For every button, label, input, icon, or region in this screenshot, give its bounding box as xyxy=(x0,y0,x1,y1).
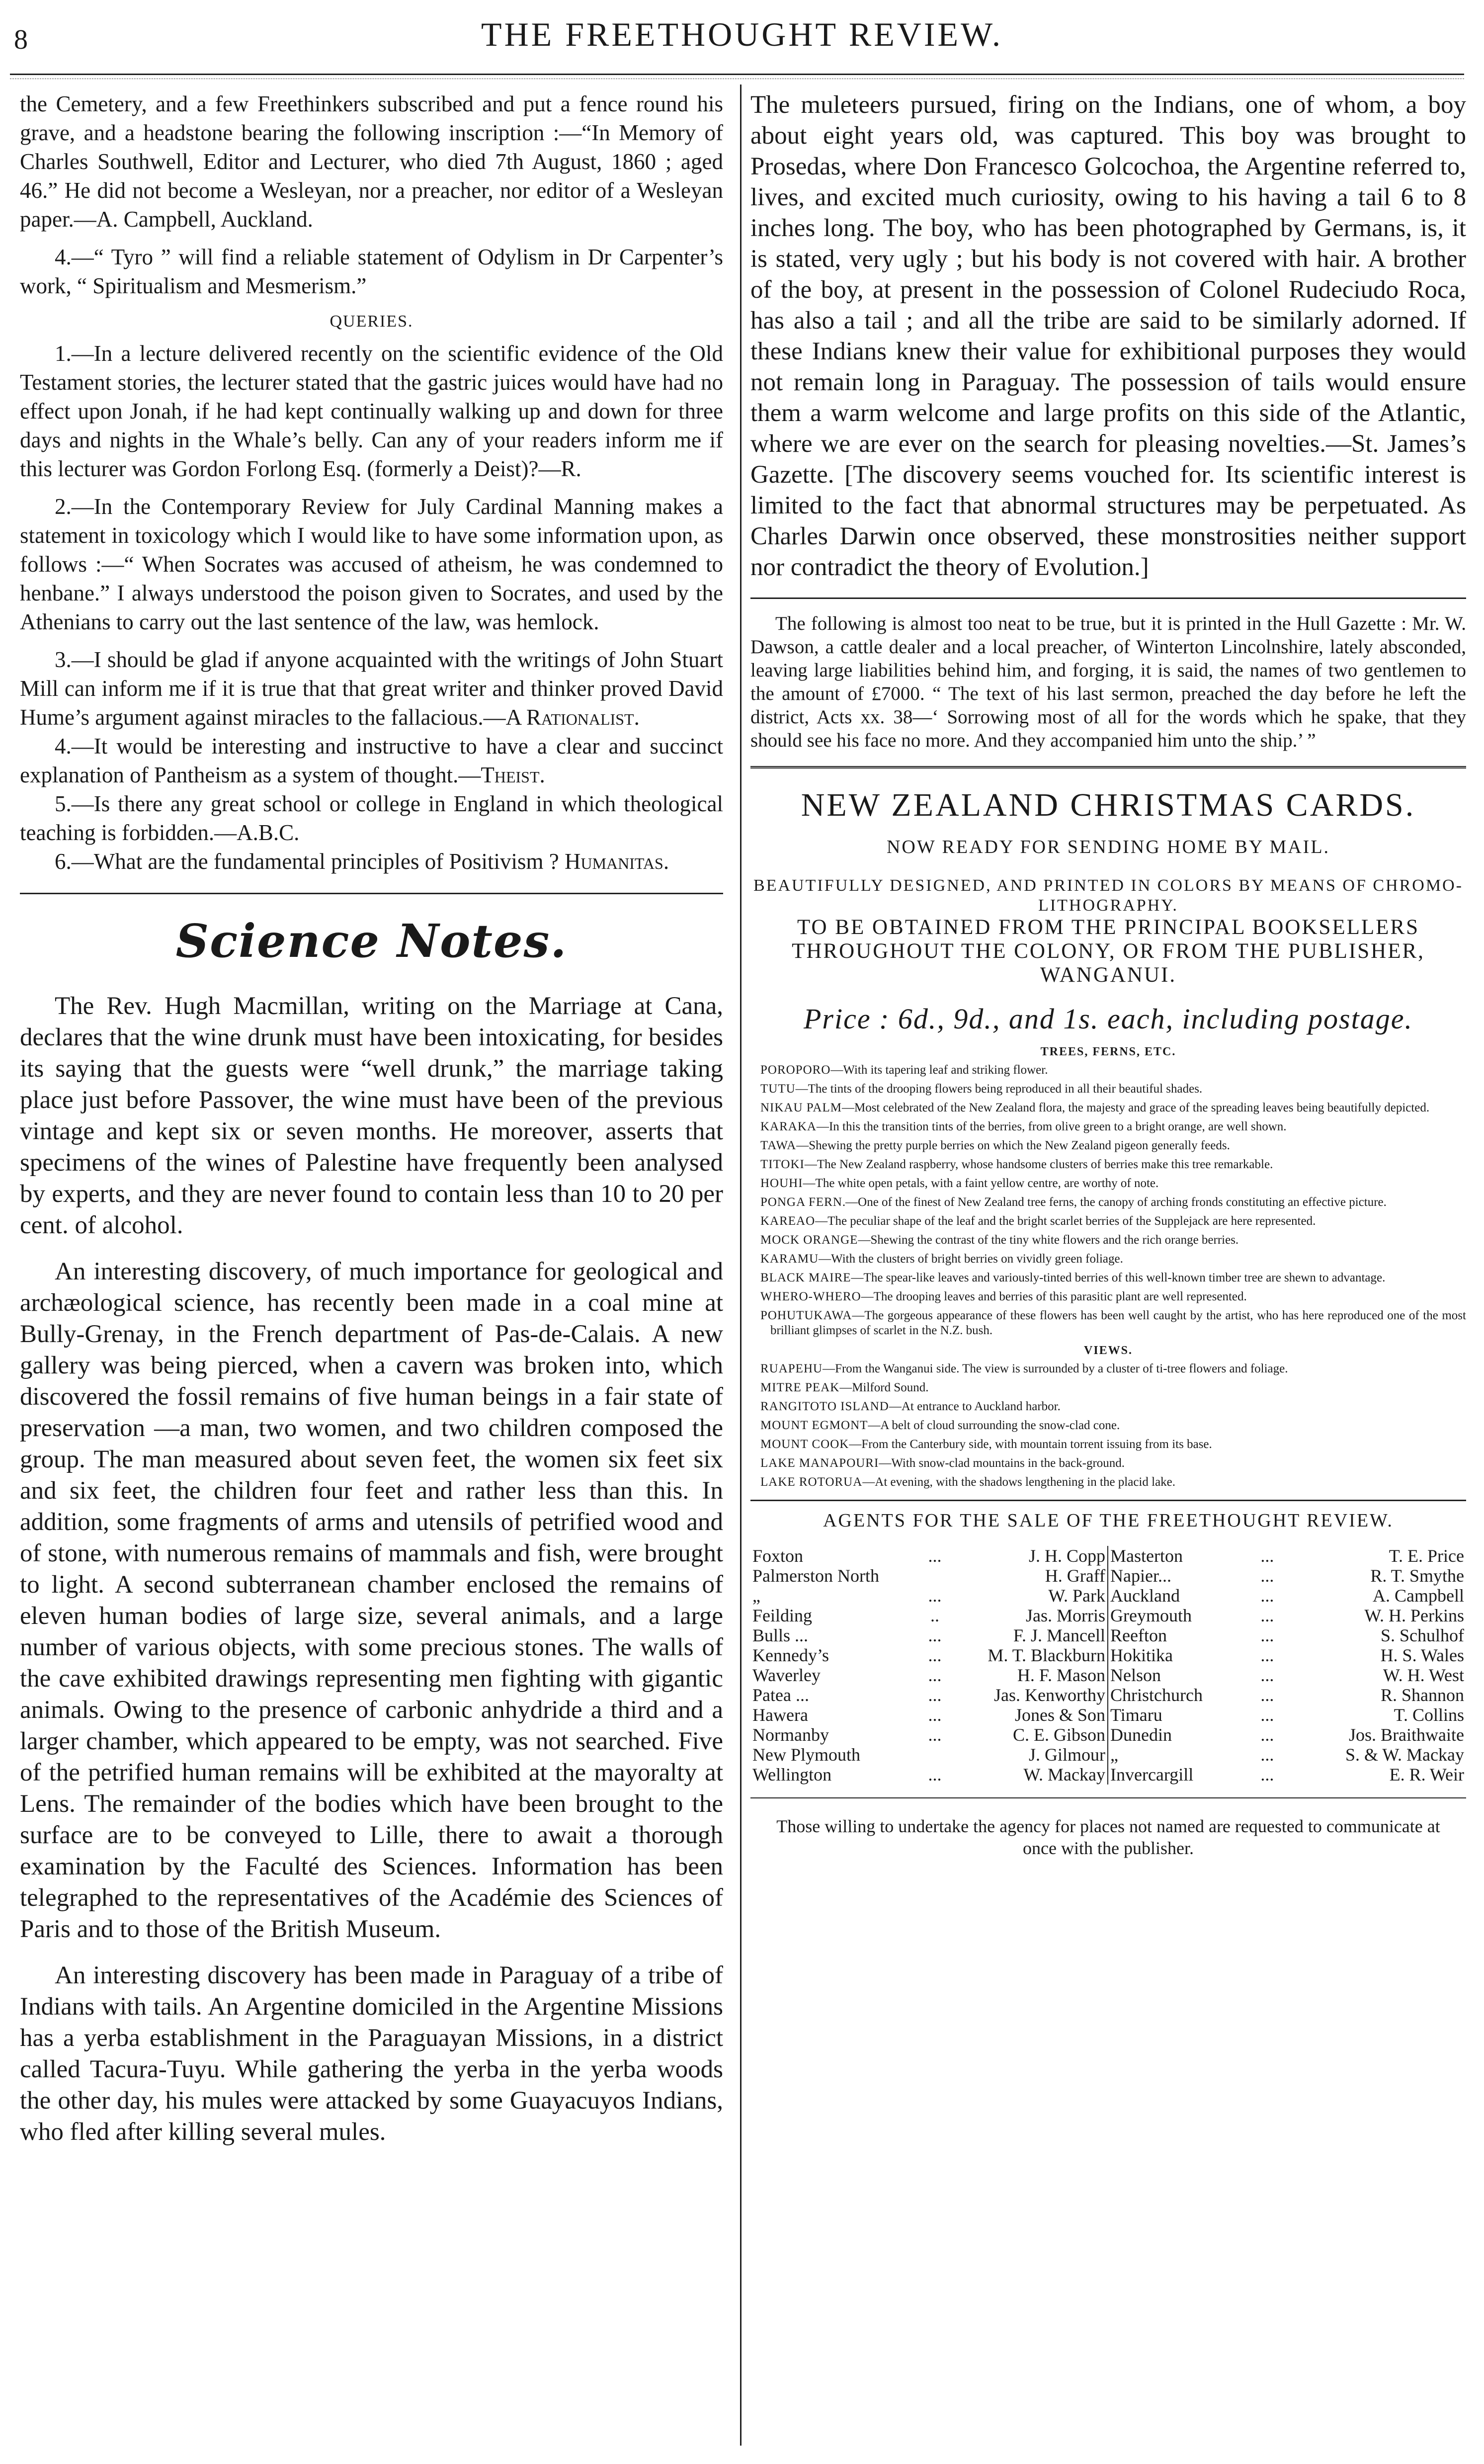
card-description: —The New Zealand raspberry, whose handsome clusters of berries make this tree remarkable. xyxy=(804,1158,1273,1171)
card-description: —With snow-clad mountains in the back-ground. xyxy=(879,1456,1125,1470)
agent-name: R. T. Smythe xyxy=(1370,1566,1464,1586)
card-description: —The spear-like leaves and variously-tinted berries of this well-known timber tree are shewn to advantage. xyxy=(851,1271,1386,1284)
agent-place: Masterton xyxy=(1110,1546,1183,1566)
query-item: 3.—I should be glad if anyone acquainted with the writings of John Stuart Mill can inform me if it is true that that great writer and thinker proved David Hume’s argument against miracles to the fallacious.—A Rationalist. xyxy=(20,647,723,730)
agent-leader: ... xyxy=(1260,1625,1274,1645)
agent-leader: ... xyxy=(1260,1685,1274,1705)
agent-leader: ... xyxy=(1260,1745,1274,1765)
card-name: KARAMU xyxy=(760,1252,819,1266)
agents-note: Those willing to undertake the agency for places not named are requested to communicate at once with the publisher. xyxy=(776,1816,1440,1858)
card-name: BLACK MAIRE xyxy=(760,1271,851,1284)
agent-name: J. H. Copp xyxy=(1028,1546,1105,1566)
query-item: 2.—In the Contemporary Review for July Cardinal Manning makes a statement in toxicology which I would like to have some information upon, as follows :—“ When Socrates was accused of atheism, he was condemned to henbane.” I always understood the poison given to Socrates, and used by the Athenians to carry out the last sentence of the law, was hemlock. xyxy=(20,494,723,634)
agent-leader: ... xyxy=(928,1765,942,1784)
agent-row xyxy=(1108,1546,1466,1566)
card-description: —From the Canterbury side, with mountain torrent issuing from its base. xyxy=(849,1438,1212,1451)
agent-row xyxy=(750,1705,1108,1725)
query-item: 5.—Is there any great school or college in England in which theological teaching is forbidden.—A.B.C. xyxy=(20,791,723,845)
agent-place: Normanby xyxy=(752,1725,829,1745)
card-entry xyxy=(750,1399,1466,1414)
agent-leader: .. xyxy=(930,1606,939,1625)
right-column xyxy=(750,89,1466,2456)
correspondence-paragraph: the Cemetery, and a few Freethinkers subscribed and put a fence round his grave, and a headstone bearing the following inscription :—“In Memory of Charles Southwell, Editor and Lecturer, who died 7th August, 1860 ; aged 46.” He did not become a Wesleyan, nor a preacher, nor editor of a Wesleyan paper.—A. Campbell, Auckland. xyxy=(20,91,723,232)
card-name: KAREAO xyxy=(760,1214,816,1228)
agent-place: „ xyxy=(752,1586,760,1606)
card-description: —At evening, with the shadows lengthening in the placid lake. xyxy=(862,1475,1176,1489)
section-rule xyxy=(750,597,1466,599)
card-entry xyxy=(750,1289,1466,1304)
agent-row xyxy=(1108,1645,1466,1665)
queries-heading: QUERIES. xyxy=(330,312,413,331)
science-article: An interesting discovery, of much importance for geological and archæological science, has recently been made in a coal mine at Bully-Grenay, in the French department of Pas-de-Calais. A new gallery was being pierced, when a cavern was broken into, which discovered the fossil remains of five human beings in a fair state of preservation —a man, two women, and two children composed the group. The man measured about seven feet, the women six feet six and six feet, the children four feet and rather less than this. In addition, some fragments of arms and utensils of petrified wood and of stone, with numerous remains of mammals and fish, were brought to light. A second subterranean chamber enclosed the remains of eleven human bodies of large size, several animals, and a large number of various objects, with some precious stones. The walls of the cave exhibited drawings representing men fighting with gigantic animals. Owing to the presence of carbonic anhydride a third and a larger chamber, which appeared to be empty, was not searched. Five of the petrified human remains will be exhibited at the mayoralty at Lens. The remainder of the bodies which have been brought to the surface are to be conveyed to Lille, there to await a thorough examination by the Faculté des Sciences. Information has been telegraphed to the representatives of the Académie des Sciences of Paris and to those of the British Museum. xyxy=(20,1258,723,1943)
agent-place: Wellington xyxy=(752,1765,832,1784)
agent-row xyxy=(750,1546,1108,1566)
agent-leader: ... xyxy=(1260,1586,1274,1606)
agent-place: „ xyxy=(1110,1745,1118,1765)
agent-place: Auckland xyxy=(1110,1586,1180,1606)
page-number: 8 xyxy=(14,24,28,55)
advert-title: NEW ZEALAND CHRISTMAS CARDS. xyxy=(801,787,1416,823)
agent-leader: ... xyxy=(1260,1566,1274,1586)
card-entry xyxy=(750,1063,1466,1078)
card-name: TITOKI xyxy=(760,1158,805,1171)
card-description: —Shewing the pretty purple berries on which the New Zealand pigeon generally feeds. xyxy=(796,1139,1230,1152)
science-notes-heading: Science Notes. xyxy=(175,914,568,968)
card-description: —Milford Sound. xyxy=(839,1381,929,1394)
card-entry xyxy=(750,1101,1466,1115)
agent-leader: ... xyxy=(1260,1705,1274,1725)
card-name: HOUHI xyxy=(760,1177,803,1190)
card-description: —The white open petals, with a faint yellow centre, are worthy of note. xyxy=(803,1177,1159,1190)
card-description: —From the Wanganui side. The view is surrounded by a cluster of ti-tree flowers and foliage. xyxy=(823,1362,1288,1375)
card-name: POROPORO xyxy=(760,1063,831,1077)
agent-name: H. F. Mason xyxy=(1017,1665,1105,1685)
hull-gazette-note: The following is almost too neat to be true, but it is printed in the Hull Gazette : Mr. W. Dawson, a cattle dealer and a local preacher, of Winterton Lincolnshire, lately absconded, leaving large liabilities behind him, and forging, it is said, the names of two gentlemen to the amount of £7000. “ The text of his last sermon, preached the day before he left the district, Acts xx. 38—‘ Sorrowing most of all for the words which he spake, that they should see his face no more. And they accompanied him unto the ship.’ ” xyxy=(750,613,1466,751)
agent-leader: ... xyxy=(1260,1665,1274,1685)
agent-leader xyxy=(923,1566,946,1586)
agent-name: W. Mackay xyxy=(1023,1765,1105,1784)
card-entry xyxy=(750,1119,1466,1134)
agent-row xyxy=(750,1586,1108,1606)
card-entry xyxy=(750,1252,1466,1267)
agent-leader: ... xyxy=(928,1645,942,1665)
card-entry xyxy=(750,1418,1466,1433)
card-name: TUTU xyxy=(760,1082,796,1096)
agent-row xyxy=(1108,1606,1466,1625)
agent-name: M. T. Blackburn xyxy=(988,1645,1105,1665)
card-name: TAWA xyxy=(760,1139,797,1152)
card-name: LAKE MANAPOURI xyxy=(760,1456,879,1470)
agents-list-left xyxy=(750,1546,1108,1784)
agent-leader: ... xyxy=(928,1685,942,1705)
agent-row xyxy=(1108,1566,1466,1586)
agent-place: Foxton xyxy=(752,1546,804,1566)
agent-name: Jos. Braithwaite xyxy=(1349,1725,1464,1745)
card-description: —Shewing the contrast of the tiny white flowers and the rich orange berries. xyxy=(858,1233,1239,1247)
agent-leader: ... xyxy=(1260,1725,1274,1745)
agent-leader: ... xyxy=(1260,1645,1274,1665)
agents-table xyxy=(750,1546,1466,1784)
agents-list-right xyxy=(1108,1546,1466,1784)
card-description: —The drooping leaves and berries of this parasitic plant are well represented. xyxy=(861,1290,1247,1303)
views-list xyxy=(750,1361,1466,1490)
science-article: An interesting discovery has been made in Paraguay of a tribe of Indians with tails. An Argentine domiciled in the Argentine Missions has a yerba establishment in the Paraguayan Missions, in a district called Tacura-Tuyu. While gathering the yerba in the yerba woods the other day, his mules were attacked by some Guayacuyos Indians, who fled after killing several mules. xyxy=(20,1961,723,2146)
views-heading: VIEWS. xyxy=(1083,1344,1133,1357)
agent-leader xyxy=(923,1745,946,1765)
card-name: KARAKA xyxy=(760,1120,817,1133)
card-entry xyxy=(750,1233,1466,1248)
agent-row xyxy=(1108,1765,1466,1784)
card-name: PONGA FERN xyxy=(760,1195,842,1209)
agent-row xyxy=(750,1685,1108,1705)
query-signature: Humanitas. xyxy=(565,849,669,874)
agent-place: Invercargill xyxy=(1110,1765,1194,1784)
agent-leader: ... xyxy=(928,1705,942,1725)
agent-leader: ... xyxy=(1260,1765,1274,1784)
card-description: —Most celebrated of the New Zealand flora, the majesty and grace of the spreading leaves being beautifully depicted. xyxy=(841,1101,1430,1114)
header-rule xyxy=(10,74,1464,75)
query-signature: A Rationalist. xyxy=(505,705,640,730)
agent-place: Waverley xyxy=(752,1665,821,1685)
card-description: —The gorgeous appearance of these flowers has been well caught by the artist, who has here reproduced one of the most brilliant glimpses of scarlet in the N.Z. bush. xyxy=(770,1309,1466,1337)
card-description: —With the clusters of bright berries on vividly green foliage. xyxy=(819,1252,1123,1266)
card-description: —A belt of cloud surrounding the snow-clad cone. xyxy=(868,1419,1120,1432)
agent-row xyxy=(1108,1586,1466,1606)
query-signature: Theist. xyxy=(481,763,545,787)
agent-place: New Plymouth xyxy=(752,1745,861,1765)
trees-heading: TREES, FERNS, ETC. xyxy=(1040,1045,1176,1058)
advert-availability: TO BE OBTAINED FROM THE PRINCIPAL BOOKSELLERS THROUGHOUT THE COLONY, OR FROM THE PUBLISHER, WANGANUI. xyxy=(792,916,1425,987)
agent-name: H. Graff xyxy=(1045,1566,1105,1586)
card-entry xyxy=(750,1271,1466,1285)
agent-place: Nelson xyxy=(1110,1665,1161,1685)
card-name: POHUTUKAWA xyxy=(760,1309,852,1322)
query-item: 4.—It would be interesting and instructive to have a clear and succinct explanation of Pantheism as a system of thought.—Theist. xyxy=(20,734,723,787)
column-divider xyxy=(740,85,742,2446)
card-entry xyxy=(750,1456,1466,1471)
agent-name: A. Campbell xyxy=(1373,1586,1464,1606)
card-description: —The peculiar shape of the leaf and the bright scarlet berries of the Supplejack are here represented. xyxy=(815,1214,1316,1228)
card-description: —The tints of the drooping flowers being reproduced in all their beautiful shades. xyxy=(795,1082,1203,1096)
card-entry xyxy=(750,1157,1466,1172)
agent-name: T. Collins xyxy=(1394,1705,1464,1725)
advert-description: BEAUTIFULLY DESIGNED, AND PRINTED IN COLORS BY MEANS OF CHROMO-LITHOGRAPHY. xyxy=(753,876,1463,915)
agent-leader: ... xyxy=(928,1586,942,1606)
card-description: .—One of the finest of New Zealand tree ferns, the canopy of arching fronds constituting an effective picture. xyxy=(842,1195,1387,1209)
advert-rule xyxy=(750,766,1466,768)
agent-row xyxy=(750,1745,1108,1765)
agent-name: R. Shannon xyxy=(1380,1685,1464,1705)
agent-name: J. Gilmour xyxy=(1028,1745,1105,1765)
agent-name: Jas. Morris xyxy=(1026,1606,1105,1625)
agent-place: Christchurch xyxy=(1110,1685,1203,1705)
card-name: MOCK ORANGE xyxy=(760,1233,858,1247)
advert-price: Price : 6d., 9d., and 1s. each, including postage. xyxy=(804,1003,1413,1035)
agent-row xyxy=(750,1665,1108,1685)
card-name: RANGITOTO ISLAND xyxy=(760,1400,889,1413)
card-name: MITRE PEAK xyxy=(760,1381,840,1394)
card-entry xyxy=(750,1195,1466,1210)
agent-row xyxy=(1108,1745,1466,1765)
agent-name: S. Schulhof xyxy=(1380,1625,1464,1645)
agent-name: Jas. Kenworthy xyxy=(994,1685,1105,1705)
card-entry xyxy=(750,1361,1466,1376)
card-description: —With its tapering leaf and striking flower. xyxy=(830,1063,1048,1077)
query-item: 1.—In a lecture delivered recently on the scientific evidence of the Old Testament stories, the lecturer stated that the gastric juices would have had no effect upon Jonah, if he had kept continually walking up and down for three days and nights in the Whale’s belly. Can any of your readers inform me if this lecturer was Gordon Forlong Esq. (formerly a Deist)?—R. xyxy=(20,341,723,481)
card-name: MOUNT EGMONT xyxy=(760,1419,868,1432)
card-name: RUAPEHU xyxy=(760,1362,823,1375)
agent-row xyxy=(1108,1665,1466,1685)
card-entry xyxy=(750,1214,1466,1229)
agent-row xyxy=(750,1765,1108,1784)
agents-heading: AGENTS FOR THE SALE OF THE FREETHOUGHT REVIEW. xyxy=(823,1510,1394,1531)
agent-leader: ... xyxy=(928,1625,942,1645)
agent-row xyxy=(750,1566,1108,1586)
agent-name: E. R. Weir xyxy=(1389,1765,1464,1784)
correspondence-paragraph: 4.—“ Tyro ” will find a reliable statement of Odylism in Dr Carpenter’s work, “ Spiritualism and Mesmerism.” xyxy=(20,245,723,298)
masthead-title: THE FREETHOUGHT REVIEW. xyxy=(481,15,1003,53)
card-name: LAKE ROTORUA xyxy=(760,1475,863,1489)
query-item: 6.—What are the fundamental principles of Positivism ? Humanitas. xyxy=(55,849,669,874)
agent-name: S. & W. Mackay xyxy=(1345,1745,1464,1765)
agent-place: Bulls ... xyxy=(752,1625,809,1645)
card-entry xyxy=(750,1082,1466,1097)
agent-place: Greymouth xyxy=(1110,1606,1192,1625)
agent-row xyxy=(1108,1625,1466,1645)
card-entry xyxy=(750,1475,1466,1490)
advert-subtitle: NOW READY FOR SENDING HOME BY MAIL. xyxy=(886,837,1330,857)
agents-bottom-rule xyxy=(750,1797,1466,1798)
card-description: —In this the transition tints of the berries, from olive green to a bright orange, are well shown. xyxy=(816,1120,1287,1133)
agent-row xyxy=(750,1625,1108,1645)
agent-name: W. H. West xyxy=(1383,1665,1464,1685)
card-name: NIKAU PALM xyxy=(760,1101,842,1114)
agent-place: Feilding xyxy=(752,1606,813,1625)
card-description: —At entrance to Auckland harbor. xyxy=(889,1400,1061,1413)
card-entry xyxy=(750,1308,1466,1338)
agent-leader: ... xyxy=(928,1546,942,1566)
card-entry xyxy=(750,1437,1466,1452)
agent-leader: ... xyxy=(1260,1546,1274,1566)
agent-place: Hawera xyxy=(752,1705,808,1725)
card-entry xyxy=(750,1176,1466,1191)
science-article-continued: The muleteers pursued, firing on the Indians, one of whom, a boy about eight years old, was captured. This boy was brought to Prosedas, where Don Francesco Golcochoa, the Argentine referred to, lives, and excited much curiosity, owing to his having a tail 6 to 8 inches long. The boy, who has been photographed by Germans, is, it is stated, very ugly ; but his body is not covered with hair. A brother of the boy, at present in the possession of Colonel Rudeciudo Roca, has also a tail ; and all the tribe are said to be similarly adorned. If these Indians knew their value for exhibitional purposes they would not remain long in Paraguay. The possession of tails would ensure them a warm welcome and large profits on this side of the Atlantic, where we are ever on the search for pleasing novelties.—St. James’s Gazette. [The discovery seems vouched for. Its scientific interest is limited to the fact that abnormal structures may be perpetuated. As Charles Darwin once observed, these monstrosities neither support nor contradict the theory of Evolution.] xyxy=(750,91,1466,581)
agent-name: W. H. Perkins xyxy=(1364,1606,1464,1625)
agent-row xyxy=(1108,1705,1466,1725)
card-name: WHERO-WHERO xyxy=(760,1290,861,1303)
agent-name: W. Park xyxy=(1048,1586,1105,1606)
agents-rule xyxy=(750,1500,1466,1501)
agent-row xyxy=(750,1725,1108,1745)
agent-place: Palmerston North xyxy=(752,1566,879,1586)
left-column xyxy=(20,89,723,2456)
agent-name: T. E. Price xyxy=(1389,1546,1464,1566)
section-rule xyxy=(20,893,723,894)
card-name: MOUNT COOK xyxy=(760,1438,849,1451)
agent-name: H. S. Wales xyxy=(1380,1645,1464,1665)
agent-leader: ... xyxy=(1260,1606,1274,1625)
agent-row xyxy=(750,1606,1108,1625)
agent-place: Hokitika xyxy=(1110,1645,1173,1665)
agent-leader: ... xyxy=(928,1665,942,1685)
agent-place: Patea ... xyxy=(752,1685,809,1705)
trees-list xyxy=(750,1063,1466,1338)
agent-place: Dunedin xyxy=(1110,1725,1172,1745)
agent-name: C. E. Gibson xyxy=(1012,1725,1105,1745)
science-article: The Rev. Hugh Macmillan, writing on the Marriage at Cana, declares that the wine drunk must have been intoxicating, for besides its saying that the guests were “well drunk,” the marriage taking place just before Passover, the wine must have been of the previous vintage and kept six or seven months. He moreover, asserts that specimens of the wines of Palestine have frequently been analysed by experts, and they are never found to contain less than 10 to 20 per cent. of alcohol. xyxy=(20,992,723,1239)
agent-leader: ... xyxy=(928,1725,942,1745)
agent-place: Napier... xyxy=(1110,1566,1171,1586)
agent-name: Jones & Son xyxy=(1014,1705,1105,1725)
agent-place: Kennedy’s xyxy=(752,1645,829,1665)
agent-row xyxy=(1108,1685,1466,1705)
agent-row xyxy=(750,1645,1108,1665)
agent-place: Timaru xyxy=(1110,1705,1162,1725)
card-entry xyxy=(750,1380,1466,1395)
agent-row xyxy=(1108,1725,1466,1745)
agent-place: Reefton xyxy=(1110,1625,1167,1645)
agent-name: F. J. Mancell xyxy=(1013,1625,1105,1645)
card-entry xyxy=(750,1138,1466,1153)
